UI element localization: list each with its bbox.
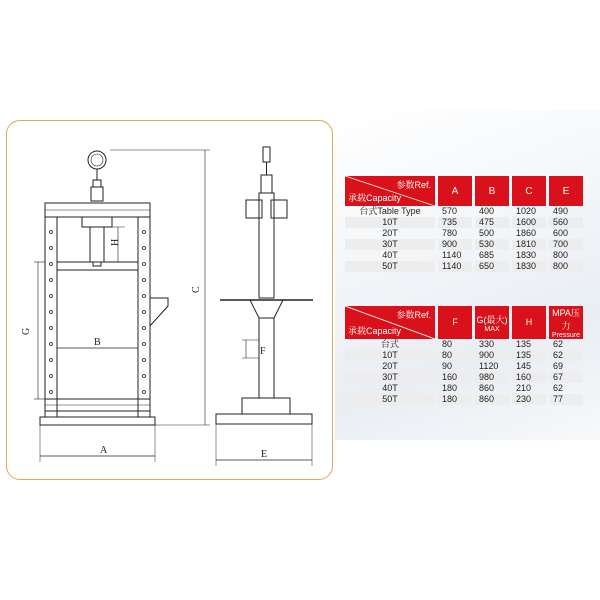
table-cell: 135 bbox=[516, 339, 532, 349]
table-cell: 90 bbox=[442, 361, 453, 371]
table-cell: 160 bbox=[438, 372, 472, 383]
spec-table-dimensions bbox=[342, 176, 586, 272]
table-cell: 685 bbox=[479, 250, 495, 260]
table2-col-header bbox=[549, 306, 583, 339]
table-cell: 145 bbox=[516, 361, 532, 371]
table-cell: 160 bbox=[512, 372, 546, 383]
table-cell: 230 bbox=[512, 394, 546, 405]
dimension-label-h: H bbox=[110, 238, 121, 246]
col-header-sub: MAX bbox=[484, 325, 500, 333]
table-cell: 1860 bbox=[516, 228, 537, 238]
side-column bbox=[259, 193, 274, 298]
table-cell: 700 bbox=[549, 239, 583, 250]
table-cell: 1810 bbox=[512, 239, 546, 250]
row-label: 30T bbox=[345, 372, 435, 383]
row-label: 台式 bbox=[380, 339, 399, 349]
row-label: 10T bbox=[345, 350, 435, 361]
table-row bbox=[345, 383, 583, 394]
table-cell: 735 bbox=[438, 217, 472, 228]
table-cell: 69 bbox=[553, 361, 564, 371]
left-column bbox=[45, 217, 57, 417]
dimension-label-e: E bbox=[261, 449, 268, 460]
cylinder-head bbox=[82, 217, 112, 227]
table-cell: 62 bbox=[549, 350, 583, 361]
table-cell: 62 bbox=[553, 339, 564, 349]
base-feet bbox=[40, 417, 155, 425]
col-header-main: MPA压力 bbox=[552, 308, 580, 331]
table1-corner-header bbox=[345, 176, 435, 206]
table2-corner-header bbox=[345, 306, 435, 339]
row-label: 50T bbox=[345, 261, 435, 272]
table-cell: 180 bbox=[442, 383, 458, 393]
table1-ref-label: 参数Ref. bbox=[396, 180, 431, 190]
table-cell: 1140 bbox=[438, 261, 472, 272]
spec-table-performance bbox=[342, 306, 586, 405]
table-cell: 490 bbox=[553, 206, 569, 216]
table-cell: 80 bbox=[442, 339, 453, 349]
front-view bbox=[34, 150, 210, 462]
table-row bbox=[345, 350, 583, 361]
col-header-main: F bbox=[452, 317, 458, 327]
table2-col-header bbox=[512, 306, 546, 339]
table-cell: 900 bbox=[475, 350, 509, 361]
table-cell: 210 bbox=[516, 383, 532, 393]
row-label: 40T bbox=[382, 383, 398, 393]
table-cell: 800 bbox=[549, 261, 583, 272]
table-cell: 500 bbox=[479, 228, 495, 238]
col-header-main: G(最大) bbox=[476, 314, 508, 325]
row-label: 20T bbox=[382, 361, 398, 371]
table-cell: 650 bbox=[475, 261, 509, 272]
dimension-label-f: F bbox=[260, 346, 266, 357]
col-header-sub: Pressure bbox=[551, 332, 580, 339]
table1-col-header: B bbox=[475, 176, 509, 206]
table1-col-header: C bbox=[512, 176, 546, 206]
table2-col-header bbox=[475, 306, 509, 339]
table-cell: 330 bbox=[479, 339, 495, 349]
table-row bbox=[345, 228, 583, 239]
row-label: 10T bbox=[345, 217, 435, 228]
table-row bbox=[345, 239, 583, 250]
table-cell: 780 bbox=[442, 228, 458, 238]
table-cell: 80 bbox=[438, 350, 472, 361]
table2-ref-label: 参数Ref. bbox=[396, 310, 431, 320]
side-view bbox=[216, 147, 313, 466]
table-row bbox=[345, 206, 583, 217]
dimension-label-c: C bbox=[191, 286, 202, 293]
side-plate bbox=[150, 298, 168, 326]
pressure-gauge-icon bbox=[88, 151, 106, 169]
table-cell: 1830 bbox=[516, 250, 537, 260]
table-cell: 400 bbox=[479, 206, 495, 216]
side-base bbox=[216, 414, 312, 424]
table1-col-header: E bbox=[549, 176, 583, 206]
table-cell: 180 bbox=[438, 394, 472, 405]
table2-capacity-label: 承载Capacity bbox=[348, 326, 402, 336]
table2-col-header bbox=[438, 306, 472, 339]
table-cell: 77 bbox=[549, 394, 583, 405]
table-cell: 135 bbox=[512, 350, 546, 361]
table-row bbox=[345, 394, 583, 405]
table-cell: 1140 bbox=[442, 250, 462, 260]
dimension-label-g: G bbox=[21, 327, 32, 335]
table-cell: 1600 bbox=[512, 217, 546, 228]
col-header-main: H bbox=[525, 317, 533, 327]
table1-capacity-label: 承载Capacity bbox=[348, 193, 402, 203]
table-cell: 980 bbox=[475, 372, 509, 383]
table1-col-header: A bbox=[438, 176, 472, 206]
table-row bbox=[345, 339, 583, 350]
table-cell: 62 bbox=[553, 383, 564, 393]
table-cell: 475 bbox=[475, 217, 509, 228]
row-label: 20T bbox=[382, 228, 398, 238]
table-cell: 570 bbox=[442, 206, 458, 216]
table-cell: 600 bbox=[553, 228, 569, 238]
row-label: 40T bbox=[382, 250, 398, 260]
table-row bbox=[345, 361, 583, 372]
table-cell: 800 bbox=[553, 250, 569, 260]
table-row bbox=[345, 217, 583, 228]
right-column bbox=[138, 217, 150, 417]
table-cell: 530 bbox=[475, 239, 509, 250]
table-cell: 560 bbox=[549, 217, 583, 228]
dimension-label-b: B bbox=[94, 337, 101, 348]
row-label: 50T bbox=[345, 394, 435, 405]
table-cell: 900 bbox=[438, 239, 472, 250]
table-cell: 1120 bbox=[479, 361, 499, 371]
table-cell: 860 bbox=[475, 394, 509, 405]
table-row bbox=[345, 261, 583, 272]
table-row bbox=[345, 372, 583, 383]
row-label: 30T bbox=[345, 239, 435, 250]
row-label: 台式Table Type bbox=[359, 206, 421, 216]
dimension-label-a: A bbox=[100, 445, 108, 456]
table-cell: 860 bbox=[479, 383, 495, 393]
side-lower-column bbox=[259, 318, 274, 398]
table-cell: 67 bbox=[549, 372, 583, 383]
table-cell: 1830 bbox=[512, 261, 546, 272]
table-row bbox=[345, 250, 583, 261]
cylinder bbox=[90, 227, 104, 262]
table-cell: 1020 bbox=[516, 206, 537, 216]
